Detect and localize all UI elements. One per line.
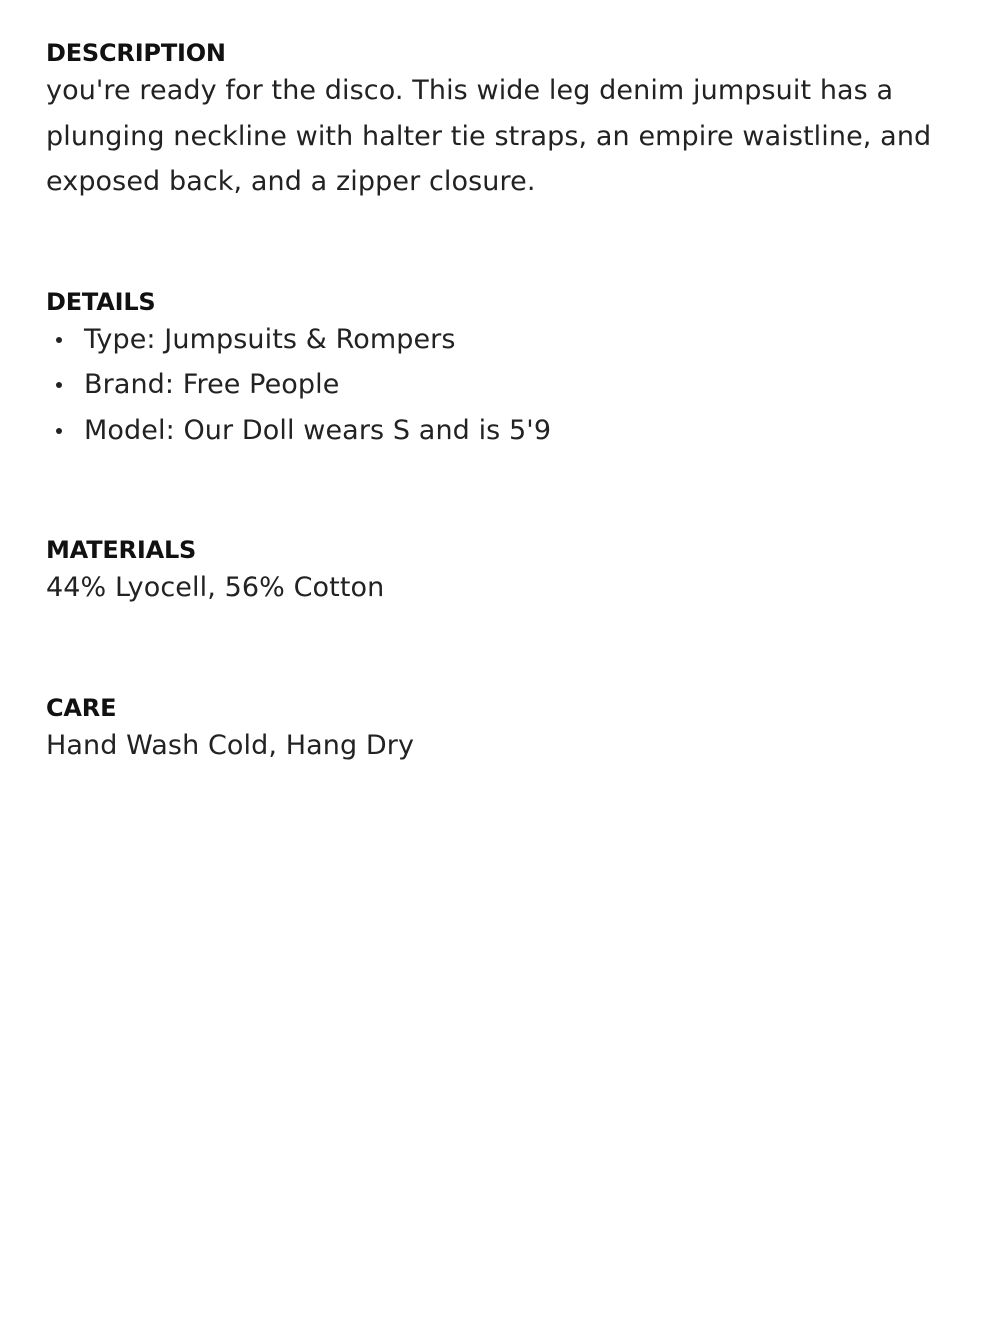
list-item (46, 317, 954, 363)
details-item-model: Model: Our Doll wears S and is 5'9 (84, 414, 552, 446)
details-item-type: Type: Jumpsuits & Rompers (84, 323, 456, 355)
description-text: you're ready for the disco. This wide leg denim jumpsuit has a plunging neckline with halter tie straps, an empire waistline, and exposed back, and a zipper closure. (46, 75, 932, 197)
description-heading: DESCRIPTION (46, 39, 226, 67)
materials-heading: MATERIALS (46, 536, 197, 564)
description-section (46, 38, 954, 205)
bullet-icon (56, 428, 62, 434)
list-item (46, 362, 954, 408)
bullet-icon (56, 382, 62, 388)
bullet-icon (56, 337, 62, 343)
care-section (46, 693, 954, 769)
list-item (46, 408, 954, 454)
materials-text: 44% Lyocell, 56% Cotton (46, 572, 385, 603)
details-list (46, 317, 954, 454)
care-heading: CARE (46, 693, 117, 722)
details-item-brand: Brand: Free People (84, 369, 340, 400)
care-text: Hand Wash Cold, Hang Dry (46, 729, 415, 761)
details-section (46, 287, 954, 454)
details-heading: DETAILS (46, 287, 156, 316)
materials-section (46, 535, 954, 611)
